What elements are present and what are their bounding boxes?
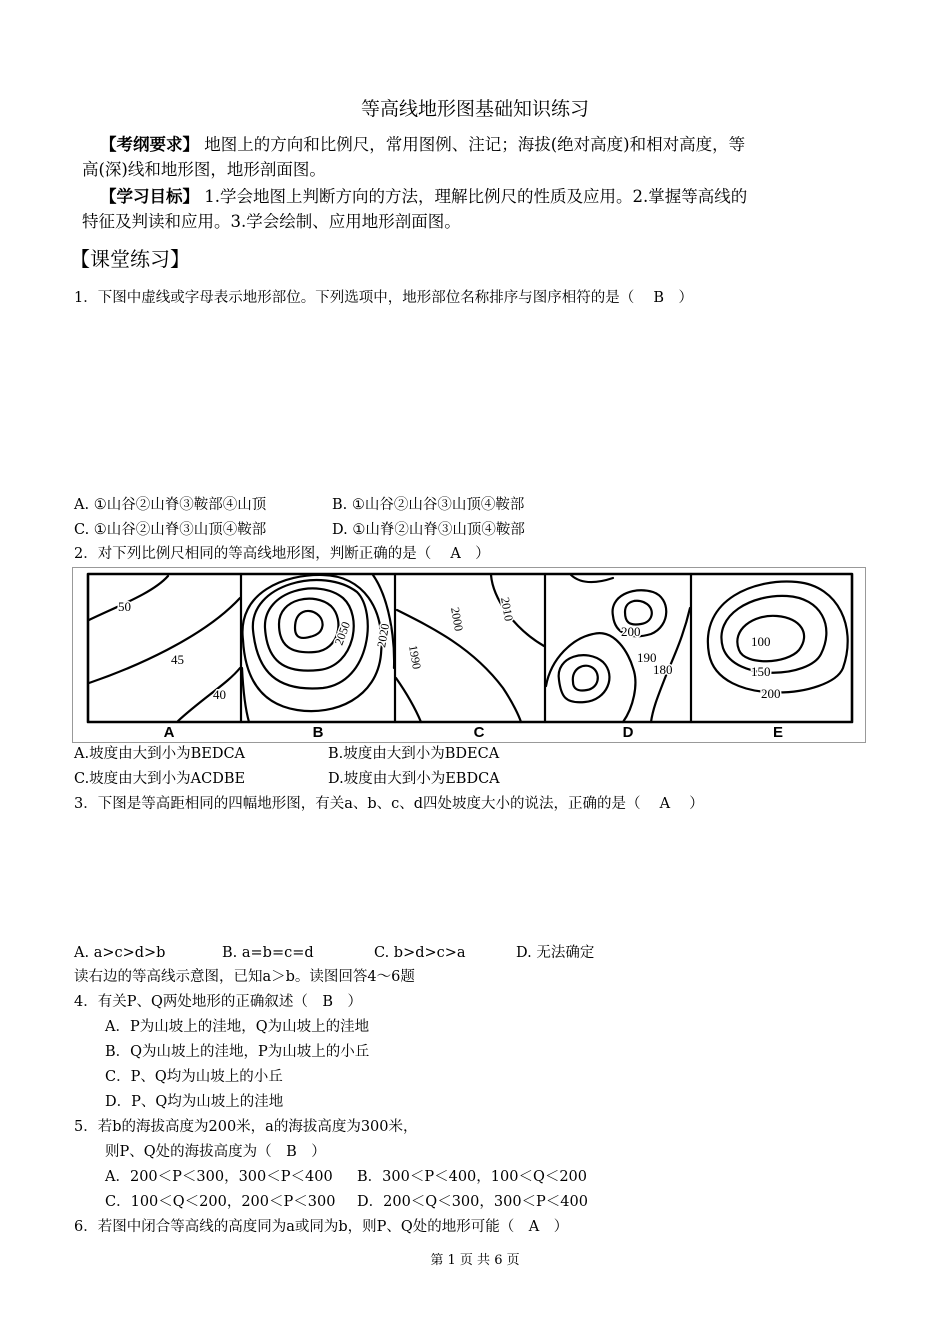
q4-option-c: C．P、Q均为山坡上的小丘	[105, 1069, 283, 1085]
q1-option-c: C. ①山谷②山脊③山顶④鞍部	[74, 522, 267, 538]
kaogang-text-2: 高(深)线和地形图，地形剖面图。	[82, 160, 326, 179]
q3-stem: 3．下图是等高距相同的四幅地形图，有关a、b、c、d四处坡度大小的说法，正确的是（ A ）	[74, 796, 704, 812]
panel-d-contour-inner-bottom	[573, 666, 598, 691]
panel-label-b: B	[312, 724, 324, 741]
q2-option-d: D.坡度由大到小为EBDCA	[328, 771, 500, 787]
q3-option-b: B. a=b=c=d	[222, 945, 314, 961]
q1-option-d: D. ①山脊②山脊③山顶④鞍部	[332, 522, 525, 538]
panel-a-contour-40	[178, 668, 240, 721]
label-c-2000: 2000	[448, 606, 467, 633]
kaogang-text-1: 地图上的方向和比例尺，常用图例、注记；海拔(绝对高度)和相对高度，等	[204, 135, 746, 154]
panel-label-d: D	[622, 724, 634, 741]
panel-a-contour-45	[89, 598, 240, 683]
panel-e-contour-100	[737, 616, 804, 661]
xuexi-label: 【学习目标】	[100, 187, 199, 206]
q2-option-b: B.坡度由大到小为BDECA	[328, 746, 500, 762]
panel-b-contour-edge-left	[242, 668, 249, 722]
q46-intro: 读右边的等高线示意图，已知a＞b。读图回答4～6题	[74, 969, 415, 985]
q1-option-a: A. ①山谷②山脊③鞍部④山顶	[74, 497, 267, 513]
q4-option-b: B．Q为山坡上的洼地，P为山坡上的小丘	[105, 1044, 370, 1060]
panel-d-contour-loop-bottom	[559, 655, 610, 702]
q5-option-c: C．100＜Q＜200，200＜P＜300	[105, 1194, 336, 1210]
label-d-200: 200	[621, 624, 641, 639]
q2-option-a: A.坡度由大到小为BEDCA	[74, 746, 246, 762]
panel-b-contour-2	[279, 599, 338, 653]
contour-map-figure	[72, 567, 866, 743]
label-e-100: 100	[751, 634, 771, 649]
q4-stem: 4．有关P、Q两处地形的正确叙述（ B ）	[74, 994, 363, 1010]
xuexi-text-2: 特征及判读和应用。3.学会绘制、应用地形剖面图。	[82, 212, 461, 231]
panel-d-contour-top-edge	[571, 575, 613, 582]
panel-b-contour-4	[253, 580, 368, 688]
section-heading: 【课堂练习】	[70, 247, 190, 271]
panel-label-e: E	[772, 724, 784, 741]
label-e-200: 200	[761, 686, 781, 701]
panel-c-contour-2010	[491, 575, 544, 646]
kaogang-label: 【考纲要求】	[100, 135, 199, 154]
q6-stem: 6．若图中闭合等高线的高度同为a或同为b，则P、Q处的地形可能（ A ）	[74, 1219, 569, 1235]
xuexi-line1	[100, 185, 747, 209]
q5-stem-1: 5．若b的海拔高度为200米，a的海拔高度为300米，	[74, 1119, 418, 1135]
label-c-1990: 1990	[406, 644, 425, 671]
q3-option-d: D. 无法确定	[516, 945, 595, 961]
label-d-180: 180	[653, 662, 673, 677]
label-d-190: 190	[637, 650, 657, 665]
page-title: 等高线地形图基础知识练习	[360, 98, 589, 120]
q1-stem: 1．下图中虚线或字母表示地形部位。下列选项中，地形部位名称排序与图序相符的是（ B ）	[74, 290, 693, 306]
q1-option-b: B. ①山谷②山谷③山顶④鞍部	[332, 497, 525, 513]
panel-b-contour-1	[295, 611, 323, 638]
label-e-150: 150	[751, 664, 771, 679]
q5-option-d: D．200＜Q＜300，300＜P＜400	[357, 1194, 588, 1210]
label-b-2050: 2050	[331, 619, 354, 648]
q5-option-b: B．300＜P＜400，100＜Q＜200	[357, 1169, 588, 1185]
contour-map-svg	[73, 568, 865, 742]
q5-stem-2: 则P、Q处的海拔高度为（ B ）	[105, 1144, 326, 1160]
page-footer: 第 1 页 共 6 页	[430, 1253, 520, 1268]
q2-option-c: C.坡度由大到小为ACDBE	[74, 771, 246, 787]
label-a-45: 45	[171, 652, 184, 667]
label-b-2020: 2020	[374, 622, 393, 649]
q2-stem: 2．对下列比例尺相同的等高线地形图，判断正确的是（ A ）	[74, 546, 490, 562]
xuexi-text-1: 1.学会地图上判断方向的方法，理解比例尺的性质及应用。2.掌握等高线的	[204, 187, 748, 206]
q4-option-a: A．P为山坡上的洼地，Q为山坡上的洼地	[105, 1019, 370, 1035]
panel-label-c: C	[473, 724, 485, 741]
panel-c-contour-1990	[396, 678, 421, 722]
q3-option-c: C. b>d>c>a	[374, 945, 466, 961]
q5-option-a: A．200＜P＜300，300＜P＜400	[105, 1169, 333, 1185]
label-c-2010: 2010	[498, 596, 517, 623]
panel-d-contour-inner-top	[625, 601, 652, 625]
panel-b-contour-2020	[373, 575, 394, 668]
q4-option-d: D．P、Q均为山坡上的洼地	[105, 1094, 284, 1110]
q3-option-a: A. a>c>d>b	[74, 945, 166, 961]
kaogang-line1	[100, 133, 745, 157]
panel-label-a: A	[163, 724, 175, 741]
label-a-50: 50	[118, 599, 131, 614]
label-a-40: 40	[213, 687, 226, 702]
